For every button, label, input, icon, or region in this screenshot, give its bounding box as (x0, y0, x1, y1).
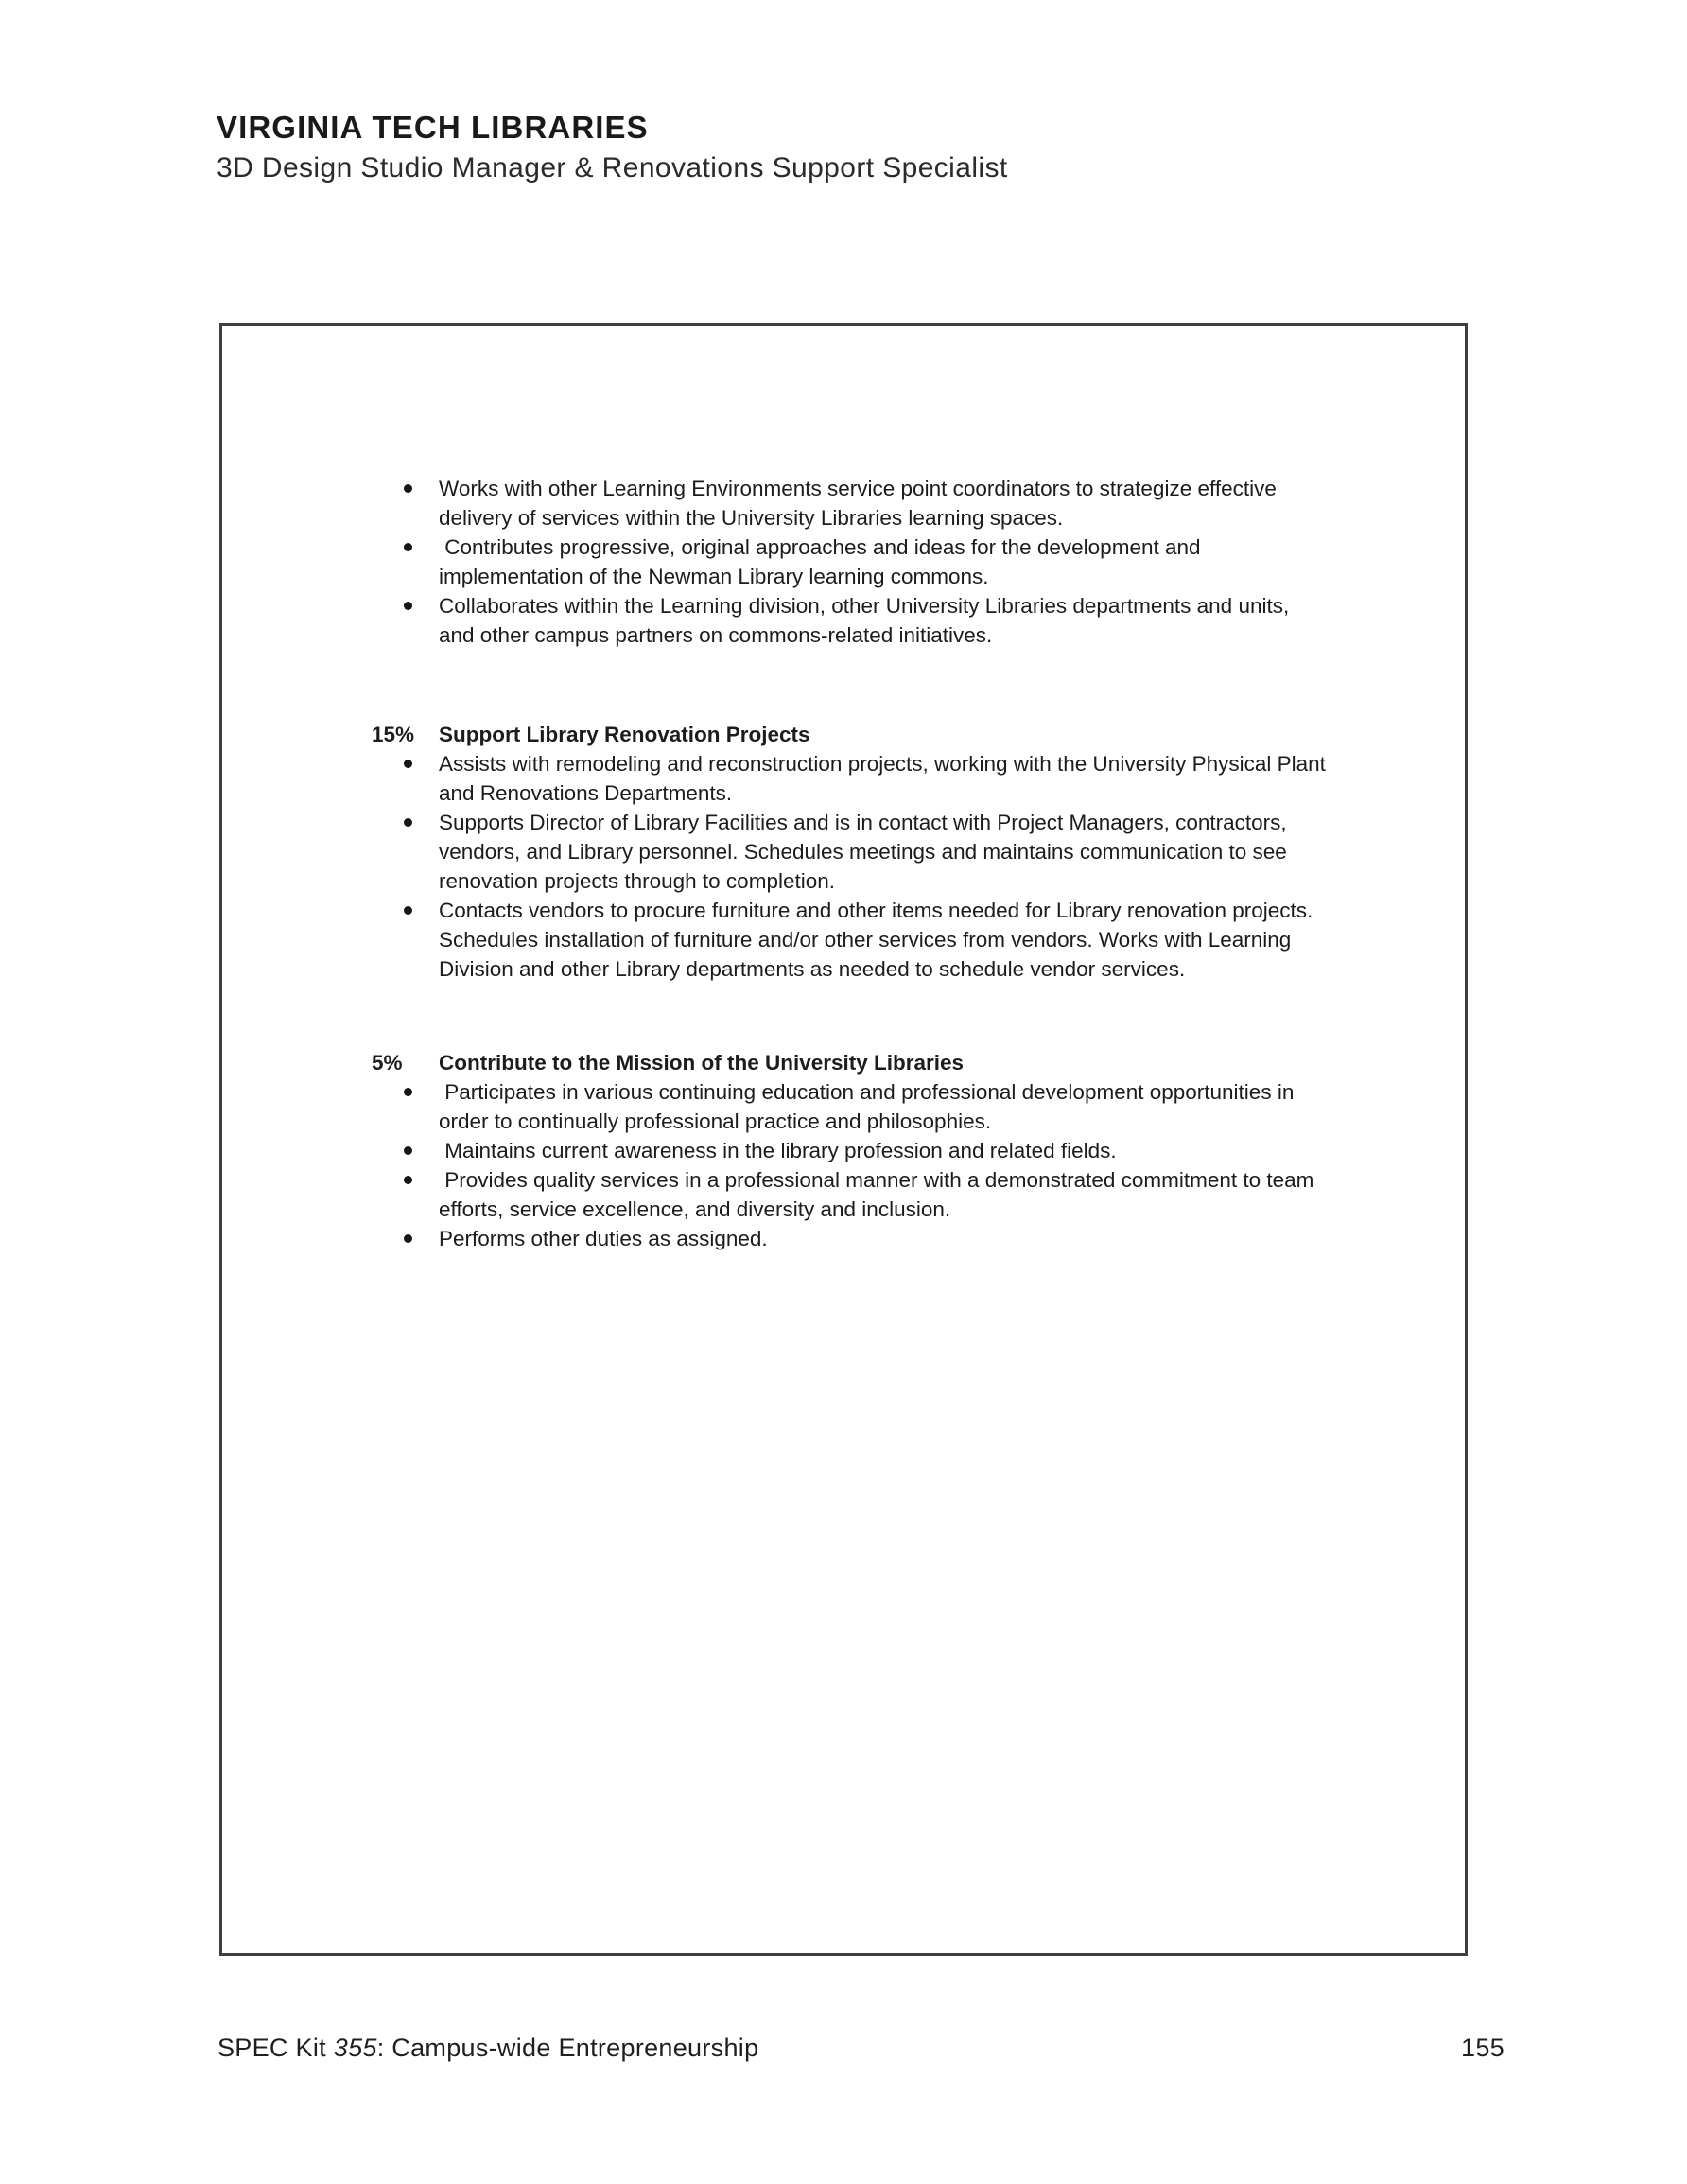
bullet-item: Provides quality services in a professional manner with a demonstrated commitment to team efforts, service excellence, and diversity and inclusion. (439, 1165, 1326, 1224)
org-name: VIRGINIA TECH LIBRARIES (217, 110, 649, 145)
page-footer (217, 2034, 1504, 2063)
section-percent: 15% (372, 723, 415, 746)
footer-series-number: 355 (333, 2034, 377, 2062)
bullet-item: Performs other duties as assigned. (439, 1224, 1326, 1253)
intro-bullet-list (222, 474, 1465, 650)
section-heading-row (222, 720, 1465, 749)
section-support-renovation (222, 720, 1465, 984)
footer-citation (217, 2034, 758, 2063)
section-heading: Contribute to the Mission of the University Libraries (439, 1051, 965, 1075)
page-number: 155 (1461, 2034, 1504, 2062)
footer-series-suffix: : Campus-wide Entrepreneurship (376, 2034, 759, 2062)
bullet-item: Supports Director of Library Facilities and is in contact with Project Managers, contractors, vendors, and Library personnel. Schedules meetings and maintains communication to see renovation projects through to completion. (439, 808, 1326, 896)
bullet-item: Maintains current awareness in the library profession and related fields. (439, 1136, 1326, 1165)
section-mission-contribution (222, 1048, 1465, 1253)
bullet-item: Participates in various continuing education and professional development opportunities in order to continually professional practice and philosophies. (439, 1077, 1326, 1136)
job-description-content (222, 326, 1465, 1253)
section-bullet-list (222, 749, 1465, 984)
section-bullet-list (222, 1077, 1465, 1253)
page-header (217, 110, 1008, 184)
job-title: 3D Design Studio Manager & Renovations Support Specialist (217, 152, 1008, 183)
bullet-item: Contributes progressive, original approaches and ideas for the development and implementation of the Newman Library learning commons. (439, 533, 1326, 591)
bullet-item: Works with other Learning Environments service point coordinators to strategize effective delivery of services within the University Libraries learning spaces. (439, 474, 1326, 533)
bullet-item: Collaborates within the Learning division, other University Libraries departments and units, and other campus partners on commons-related initiatives. (439, 591, 1326, 650)
bullet-item: Assists with remodeling and reconstruction projects, working with the University Physical Plant and Renovations Departments. (439, 749, 1326, 808)
job-description-box (219, 323, 1468, 1956)
section-heading-row (222, 1048, 1465, 1077)
section-percent: 5% (372, 1051, 403, 1075)
footer-series-prefix: SPEC Kit (217, 2034, 334, 2062)
section-heading: Support Library Renovation Projects (439, 723, 810, 746)
bullet-item: Contacts vendors to procure furniture and other items needed for Library renovation projects. Schedules installation of furniture and/or other services from vendors. Works with Learning Division and other Library departments as needed to schedule vendor services. (439, 896, 1326, 984)
